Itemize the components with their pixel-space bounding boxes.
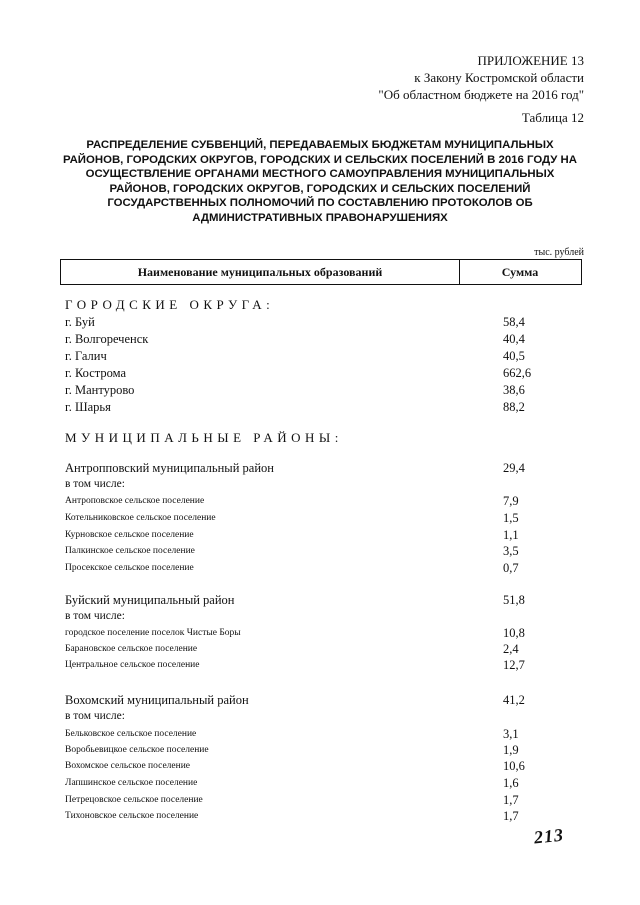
appendix-law-title: "Об областном бюджете на 2016 год" xyxy=(378,87,584,102)
settlement-value: 1,9 xyxy=(503,743,519,757)
district-value: 29,4 xyxy=(503,461,525,475)
row-value: 38,6 xyxy=(503,383,525,397)
settlement-row xyxy=(65,493,525,509)
units-label: тыс. рублей xyxy=(534,247,584,258)
including-label: в том числе: xyxy=(65,610,125,622)
district-name: Антропповский муниципальный район xyxy=(65,461,274,475)
table-row xyxy=(65,348,525,365)
table-row xyxy=(65,331,525,348)
district-row xyxy=(65,460,525,477)
settlement-value: 0,7 xyxy=(503,561,519,575)
settlement-name: Воробьевицкое сельское поселение xyxy=(65,745,209,755)
settlement-value: 1,6 xyxy=(503,776,519,790)
settlement-name: Лапшинское сельское поселение xyxy=(65,778,198,788)
settlement-row xyxy=(65,641,525,657)
row-value: 40,4 xyxy=(503,332,525,346)
appendix-header xyxy=(378,52,584,103)
settlement-row xyxy=(65,758,525,774)
column-header-sum: Сумма xyxy=(501,264,539,279)
appendix-number: ПРИЛОЖЕНИЕ 13 xyxy=(477,53,584,68)
row-value: 88,2 xyxy=(503,400,525,414)
settlement-name: городское поселение поселок Чистые Боры xyxy=(65,628,241,638)
district-row xyxy=(65,692,525,709)
section-urban-title: ГОРОДСКИЕ ОКРУГА: xyxy=(65,297,275,312)
district-row xyxy=(65,592,525,609)
document-heading: РАСПРЕДЕЛЕНИЕ СУБВЕНЦИЙ, ПЕРЕДАВАЕМЫХ БЮДЖЕТАМ МУНИЦИПАЛЬНЫХ РАЙОНОВ, ГОРОДСКИХ ОКРУГОВ, ГОРОДСКИХ И СЕЛЬСКИХ ПОСЕЛЕНИЙ В 2016 ГОДУ НА ОСУЩЕСТВЛЕНИЕ ОРГАНАМИ МЕСТНОГО САМОУПРАВЛЕНИЯ МУНИЦИПАЛЬНЫХ РАЙОНОВ, ГОРОДСКИХ ОКРУГОВ, ГОРОДСКИХ И СЕЛЬСКИХ ПОСЕЛЕНИЙ ГОСУДАРСТВЕННЫХ ПОЛНОМОЧИЙ ПО СОСТАВЛЕНИЮ ПРОТОКОЛОВ ОБ АДМИНИСТРАТИВНЫХ ПРАВОНАРУШЕНИЯХ xyxy=(62,139,577,224)
settlement-row xyxy=(65,742,525,758)
row-value: 662,6 xyxy=(503,366,532,380)
settlement-name: Центральное сельское поселение xyxy=(65,660,200,670)
row-name: г. Шарья xyxy=(65,400,111,414)
settlement-name: Антроповское сельское поселение xyxy=(65,496,205,506)
row-name: г. Мантурово xyxy=(65,383,135,397)
row-value: 58,4 xyxy=(503,315,525,329)
row-value: 40,5 xyxy=(503,349,525,363)
district-name: Буйский муниципальный район xyxy=(65,593,235,607)
settlement-name: Курновское сельское поселение xyxy=(65,530,194,540)
page-number: 213 xyxy=(532,824,565,848)
settlement-row xyxy=(65,543,525,559)
settlement-name: Котельниковское сельское поселение xyxy=(65,513,216,523)
settlement-value: 1,5 xyxy=(503,511,519,525)
settlement-name: Петрецовское сельское поселение xyxy=(65,795,203,805)
row-name: г. Кострома xyxy=(65,366,127,380)
settlement-row xyxy=(65,775,525,791)
district-name: Вохомский муниципальный район xyxy=(65,693,249,707)
row-name: г. Галич xyxy=(65,349,107,363)
settlement-value: 1,1 xyxy=(503,528,519,542)
table-row xyxy=(65,382,525,399)
row-name: г. Буй xyxy=(65,315,95,329)
settlement-row xyxy=(65,808,525,824)
including-label: в том числе: xyxy=(65,710,125,722)
settlement-value: 10,8 xyxy=(503,626,525,640)
table-number: Таблица 12 xyxy=(521,110,584,125)
settlement-value: 1,7 xyxy=(503,809,519,823)
section-districts-title: МУНИЦИПАЛЬНЫЕ РАЙОНЫ: xyxy=(65,430,343,445)
settlement-name: Тихоновское сельское поселение xyxy=(65,811,199,821)
settlement-value: 3,1 xyxy=(503,727,519,741)
table-row xyxy=(65,365,532,382)
settlement-row xyxy=(65,657,525,673)
table-row xyxy=(65,314,525,331)
settlement-row xyxy=(65,527,525,543)
settlement-name: Просекское сельское поселение xyxy=(65,563,194,573)
settlement-name: Палкинское сельское поселение xyxy=(65,546,195,556)
table-row xyxy=(65,399,525,416)
column-header-name: Наименование муниципальных образований xyxy=(61,260,460,284)
settlement-row xyxy=(65,510,525,526)
settlement-row xyxy=(65,726,525,742)
settlement-name: Бельковское сельское поселение xyxy=(65,729,197,739)
settlement-value: 7,9 xyxy=(503,494,519,508)
settlement-value: 10,6 xyxy=(503,759,525,773)
settlement-value: 1,7 xyxy=(503,793,519,807)
settlement-row xyxy=(65,792,525,808)
settlement-name: Вохомское сельское поселение xyxy=(65,761,191,771)
settlement-row xyxy=(65,560,525,576)
district-value: 41,2 xyxy=(503,693,525,707)
settlement-value: 2,4 xyxy=(503,642,519,656)
including-label: в том числе: xyxy=(65,478,125,490)
settlement-value: 12,7 xyxy=(503,658,525,672)
district-value: 51,8 xyxy=(503,593,525,607)
row-name: г. Волгореченск xyxy=(65,332,149,346)
settlement-row xyxy=(65,625,525,641)
appendix-law-ref: к Закону Костромской области xyxy=(414,70,584,85)
settlement-value: 3,5 xyxy=(503,544,519,558)
table-header xyxy=(60,259,582,285)
settlement-name: Барановское сельское поселение xyxy=(65,644,198,654)
